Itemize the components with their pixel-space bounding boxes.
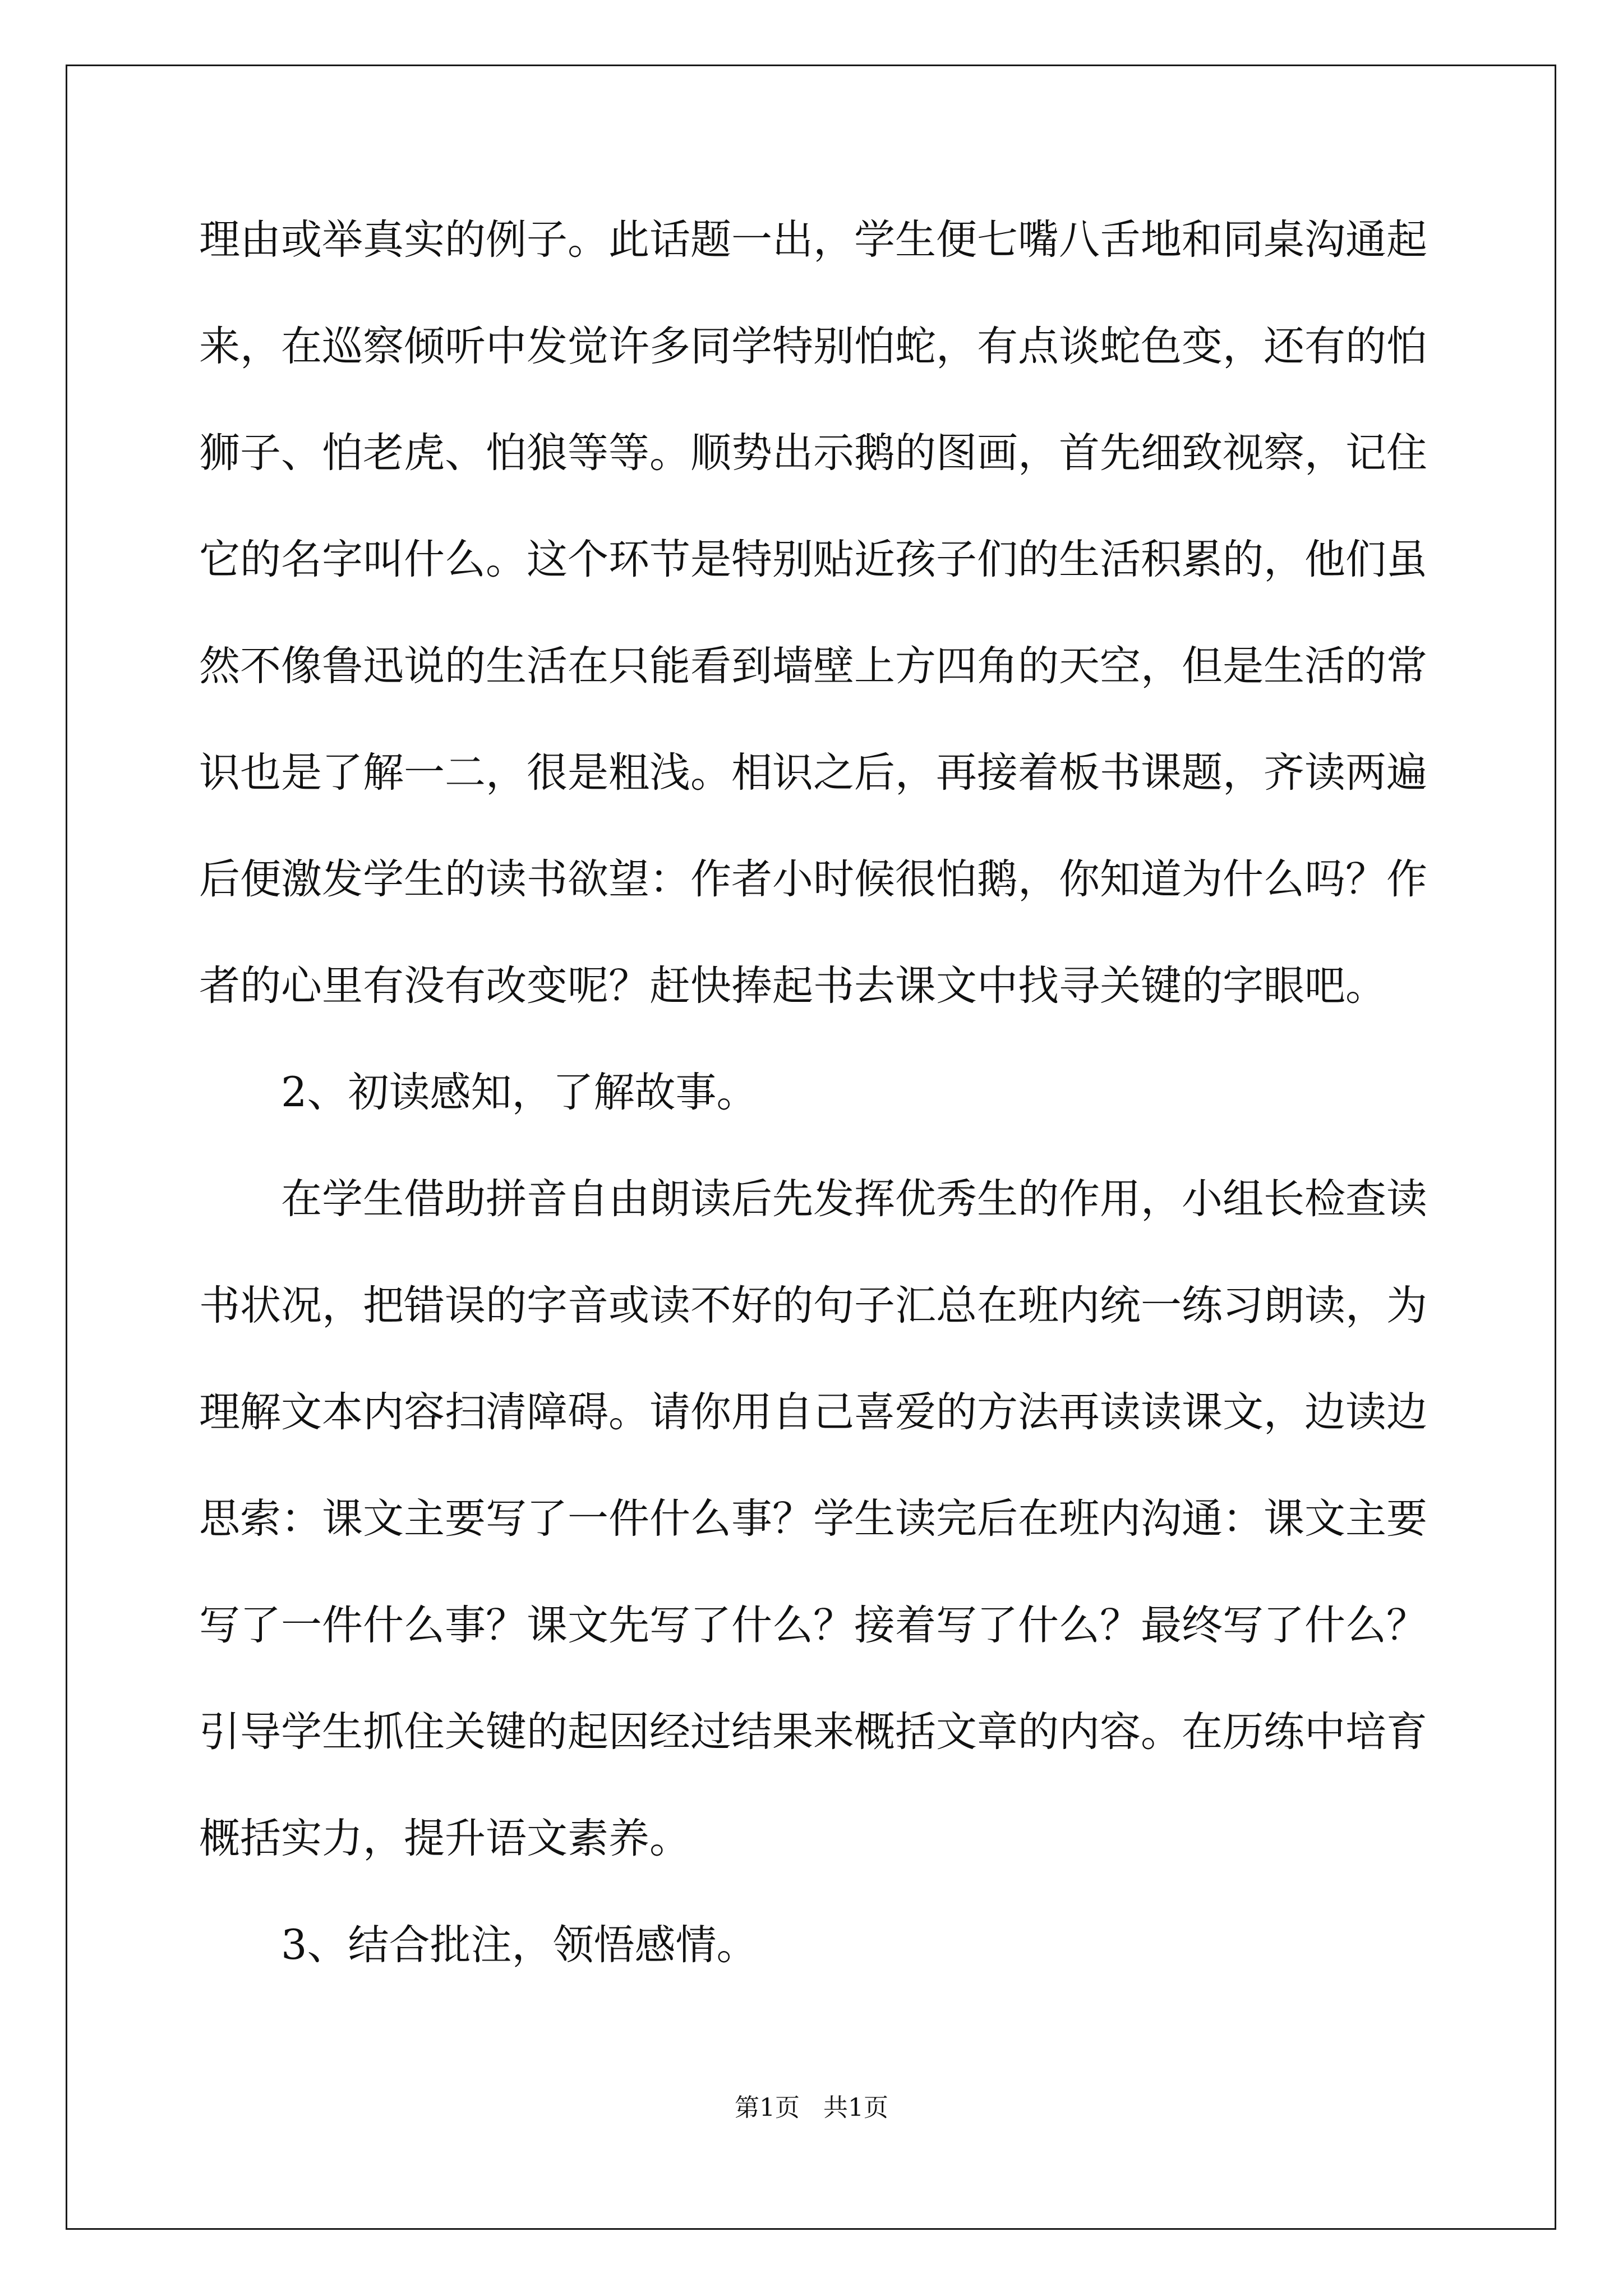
page-total: 共1页 xyxy=(823,2093,888,2122)
text-line: 书状况，把错误的字音或读不好的句子汇总在班内统一练习朗读，为 xyxy=(199,1282,1427,1329)
section-heading: 3、结合批注，领悟感情。 xyxy=(281,1921,758,1969)
text-line: 概括实力，提升语文素养。 xyxy=(199,1815,690,1862)
text-line: 然不像鲁迅说的生活在只能看到墙壁上方四角的天空，但是生活的常 xyxy=(199,642,1427,690)
text-line: 它的名字叫什么。这个环节是特别贴近孩子们的生活积累的，他们虽 xyxy=(199,536,1427,583)
text-line: 写了一件什么事？课文先写了什么？接着写了什么？最终写了什么？ xyxy=(199,1602,1427,1649)
page-footer xyxy=(0,2091,1623,2125)
document-body xyxy=(199,213,1427,2025)
text-line: 引导学生抓住关键的起因经过结果来概括文章的内容。在历练中培育 xyxy=(199,1708,1427,1756)
section-heading: 2、初读感知，了解故事。 xyxy=(281,1069,758,1116)
text-line: 来，在巡察倾听中发觉许多同学特别怕蛇，有点谈蛇色变，还有的怕 xyxy=(199,323,1427,370)
text-line: 理由或举真实的例子。此话题一出，学生便七嘴八舌地和同桌沟通起 xyxy=(199,216,1427,264)
text-line: 者的心里有没有改变呢？赶快捧起书去课文中找寻关键的字眼吧。 xyxy=(199,962,1386,1010)
text-line: 思索：课文主要写了一件什么事？学生读完后在班内沟通：课文主要 xyxy=(199,1495,1427,1543)
text-line: 后便激发学生的读书欲望：作者小时候很怕鹅，你知道为什么吗？作 xyxy=(199,855,1427,903)
text-line: 理解文本内容扫清障碍。请你用自己喜爱的方法再读读课文，边读边 xyxy=(199,1388,1427,1436)
text-line: 识也是了解一二，很是粗浅。相识之后，再接着板书课题，齐读两遍 xyxy=(199,749,1427,797)
text-line: 在学生借助拼音自由朗读后先发挥优秀生的作用，小组长检查读 xyxy=(281,1175,1427,1223)
page-number: 第1页 xyxy=(735,2093,800,2122)
text-line: 狮子、怕老虎、怕狼等等。顺势出示鹅的图画，首先细致视察，记住 xyxy=(199,429,1427,477)
